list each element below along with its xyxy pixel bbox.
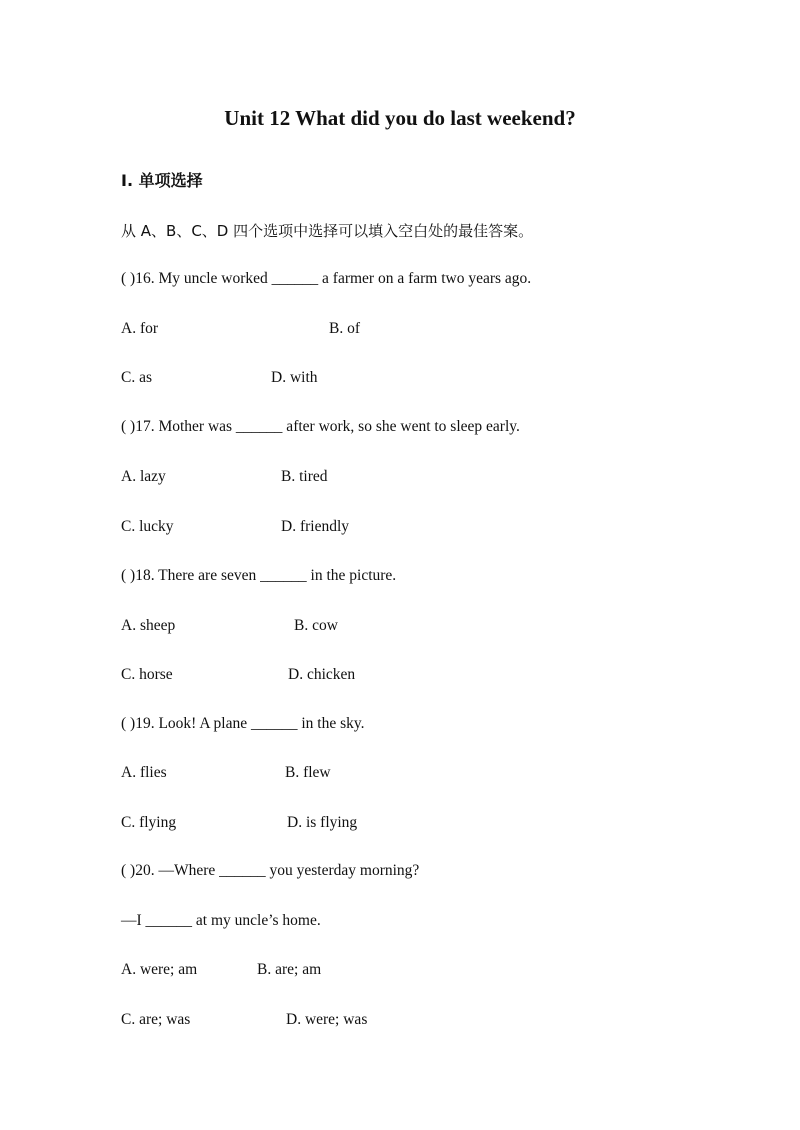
question-18-stem: ( )18. There are seven ______ in the picture. xyxy=(121,567,397,584)
question-19-option-c: C. flying xyxy=(121,814,177,831)
question-17-option-d: D. friendly xyxy=(281,518,350,535)
instruction-text: 从 A、B、C、D 四个选项中选择可以填入空白处的最佳答案。 xyxy=(121,222,534,240)
question-19-option-d: D. is flying xyxy=(287,814,358,831)
question-18-option-a: A. sheep xyxy=(121,617,176,634)
question-16-option-b: B. of xyxy=(329,320,360,337)
question-17-option-c: C. lucky xyxy=(121,518,174,535)
question-17-option-a: A. lazy xyxy=(121,468,166,485)
question-20-option-c: C. are; was xyxy=(121,1011,191,1028)
question-20-stem-reply: —I ______ at my uncle’s home. xyxy=(121,912,321,929)
question-18-option-c: C. horse xyxy=(121,666,173,683)
question-19-option-b: B. flew xyxy=(285,764,331,781)
question-16-option-c: C. as xyxy=(121,369,152,386)
page-title: Unit 12 What did you do last weekend? xyxy=(224,106,576,130)
question-19-stem: ( )19. Look! A plane ______ in the sky. xyxy=(121,715,365,732)
section-heading: Ⅰ. 单项选择 xyxy=(121,171,203,190)
question-16-option-a: A. for xyxy=(121,320,159,337)
question-17-stem: ( )17. Mother was ______ after work, so she went to sleep early. xyxy=(121,418,520,435)
question-18-option-d: D. chicken xyxy=(288,666,356,683)
question-20-option-d: D. were; was xyxy=(286,1011,368,1028)
question-19-option-a: A. flies xyxy=(121,764,167,781)
question-16-option-d: D. with xyxy=(271,369,318,386)
question-20-option-b: B. are; am xyxy=(257,961,322,978)
question-17-option-b: B. tired xyxy=(281,468,328,485)
question-18-option-b: B. cow xyxy=(294,617,338,634)
question-20-stem: ( )20. —Where ______ you yesterday morning? xyxy=(121,862,420,879)
question-16-stem: ( )16. My uncle worked ______ a farmer on a farm two years ago. xyxy=(121,270,532,287)
question-20-option-a: A. were; am xyxy=(121,961,198,978)
